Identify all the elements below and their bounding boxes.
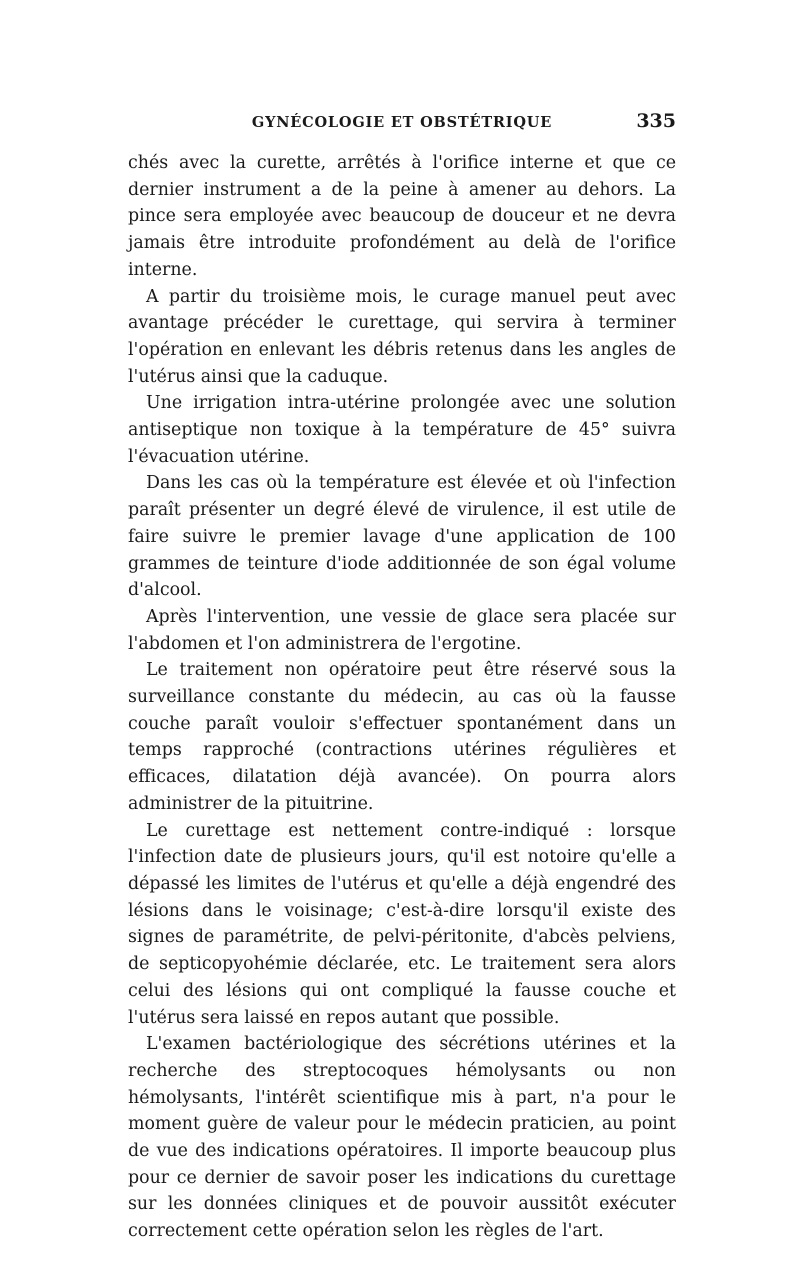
paragraph: Le traitement non opératoire peut être réservé sous la surveillance constante du médecin, au cas où la fausse couche paraît vouloir s'effectuer spontanément dans un temps rapproché (contractions utérines régulières et efficaces, dilatation déjà avancée). On pourra alors administrer de la pituitrine. — [128, 660, 676, 814]
paragraph-continuation: chés avec la curette, arrêtés à l'orifice interne et que ce dernier instrument a de la peine à amener au dehors. La pince sera employée avec beaucoup de douceur et ne devra jamais être introduite profondément au delà de l'orifice interne. — [128, 153, 676, 280]
paragraph: A partir du troisième mois, le curage manuel peut avec avantage précéder le curettage, qui servira à terminer l'opération en enlevant les débris retenus dans les angles de l'utérus ainsi que la caduque. — [128, 286, 676, 387]
running-title: GYNÉCOLOGIE ET OBSTÉTRIQUE — [251, 114, 553, 131]
page-header — [128, 110, 676, 136]
body-text — [128, 150, 676, 1245]
paragraph: Après l'intervention, une vessie de glace sera placée sur l'abdomen et l'on administrera de l'ergotine. — [128, 606, 676, 654]
paragraph: Une irrigation intra-utérine prolongée avec une solution antiseptique non toxique à la température de 45° suivra l'évacuation utérine. — [128, 393, 676, 467]
paragraph: Dans les cas où la température est élevée et où l'infection paraît présenter un degré élevé de virulence, il est utile de faire suivre le premier lavage d'une application de 100 grammes de teinture d'iode additionnée de son égal volume d'alcool. — [128, 473, 676, 601]
paragraph: Le curettage est nettement contre-indiqué : lorsque l'infection date de plusieurs jours, qu'il est notoire qu'elle a dépassé les limites de l'utérus et qu'elle a déjà engendré des lésions dans le voisinage; c'est-à-dire lorsqu'il existe des signes de paramétrite, de pelvi-péritonite, d'abcès pelviens, de septicopyohémie déclarée, etc. Le traitement sera alors celui des lésions qui ont compliqué la fausse couche et l'utérus sera laissé en repos autant que possible. — [128, 820, 676, 1028]
page-number: 335 — [636, 110, 676, 132]
paragraph: L'examen bactériologique des sécrétions utérines et la recherche des streptocoques hémolysants ou non hémolysants, l'intérêt scientifique mis à part, n'a pour le moment guère de valeur pour le médecin praticien, au point de vue des indications opératoires. Il importe beaucoup plus pour ce dernier de savoir poser les indications du curettage sur les données cliniques et de pouvoir aussitôt exécuter correctement cette opération selon les règles de l'art. — [128, 1034, 676, 1242]
